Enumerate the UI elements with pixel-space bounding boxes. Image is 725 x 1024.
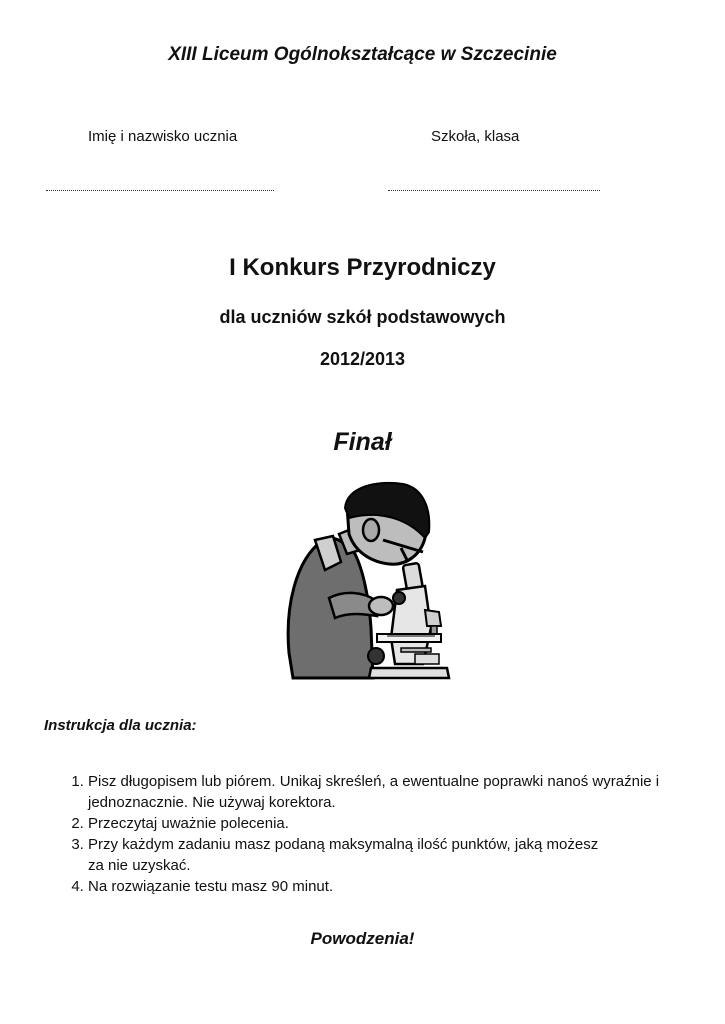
school-name: XIII Liceum Ogólnokształcące w Szczecinie [168, 44, 557, 65]
list-item: 1. Pisz długopisem lub piórem. Unikaj skreśleń, a ewentualne poprawki nanoś wyraźnie i jednoznacznie. Nie używaj korektora. [88, 771, 725, 813]
student-name-line[interactable] [46, 190, 274, 191]
list-item: 3. Przy każdym zadaniu masz podaną maksymalną ilość punktów, jaką możesz za nie uzyskać. [88, 834, 725, 876]
school-year: 2012/2013 [319, 349, 406, 369]
school-class-line[interactable] [388, 190, 600, 191]
instructions-heading: Instrukcja dla ucznia: [44, 717, 197, 734]
list-item: 2. Przeczytaj uważnie polecenia. [88, 813, 725, 834]
student-microscope-icon [275, 478, 455, 688]
student-name-label: Imię i nazwisko ucznia [88, 128, 238, 145]
stage-title: Finał [333, 428, 392, 456]
school-class-label: Szkoła, klasa [431, 128, 520, 145]
good-luck-text: Powodzenia! [310, 929, 415, 948]
contest-subtitle: dla uczniów szkół podstawowych [219, 307, 506, 327]
instructions-list [48, 771, 725, 897]
list-item: 4. Na rozwiązanie testu masz 90 minut. [88, 876, 725, 897]
contest-title: I Konkurs Przyrodniczy [229, 254, 496, 281]
